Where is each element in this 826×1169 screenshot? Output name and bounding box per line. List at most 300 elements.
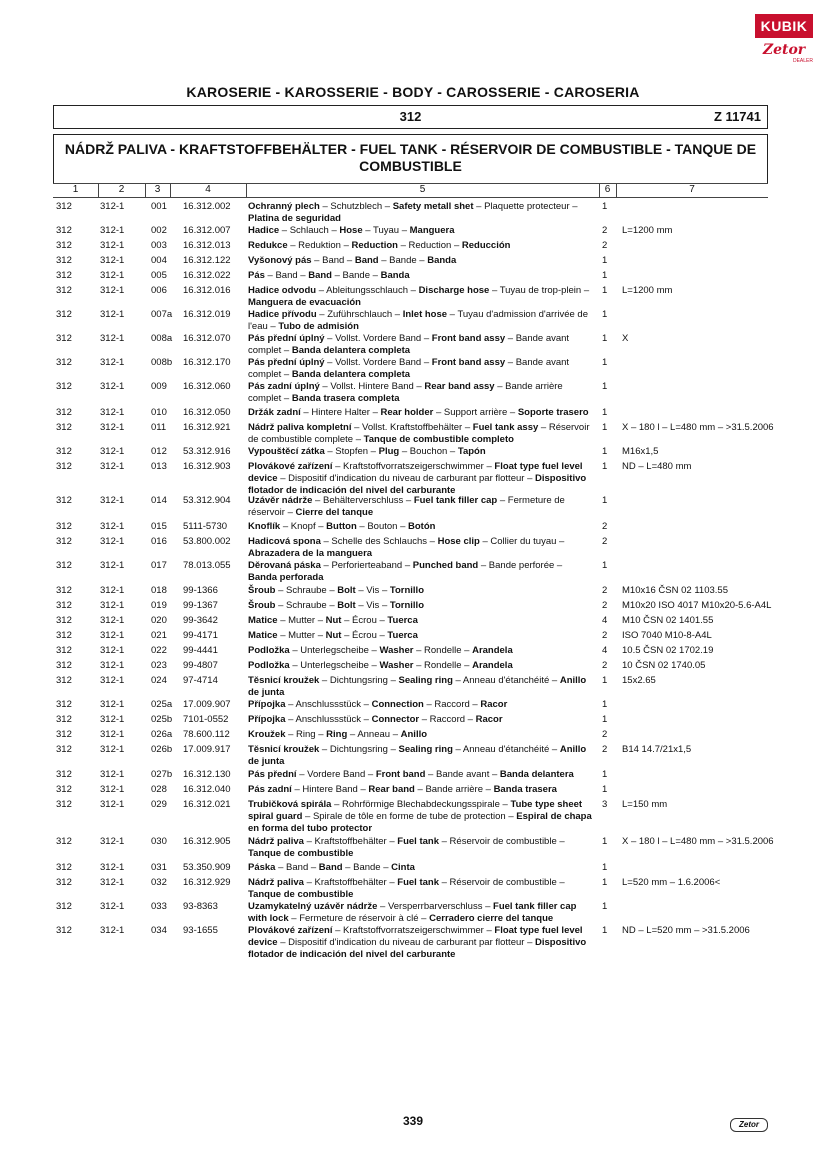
cell-c7: M16x1,5 (622, 446, 659, 457)
desc-de: Versperrbarverschluss (387, 901, 483, 912)
cell-c6: 1 (602, 836, 608, 847)
table-row (0, 925, 826, 960)
cell-c4: 16.312.007 (183, 225, 231, 236)
desc-es: Anillo (400, 729, 428, 740)
cell-description: Kroužek – Ring – Ring – Anneau – Anillo (248, 729, 428, 740)
desc-fr: Anneau d'étanchéité (462, 744, 550, 755)
cell-c3: 004 (151, 255, 167, 266)
desc-es: Cerradero cierre del tanque (429, 913, 554, 924)
cell-c2: 312-1 (100, 255, 125, 266)
cell-c6: 1 (602, 877, 608, 888)
desc-cz: Šroub (248, 600, 276, 611)
cell-c1: 312 (56, 799, 72, 810)
desc-fr: Écrou (352, 630, 377, 641)
desc-en: Fuel tank (397, 836, 439, 847)
cell-description: Pás přední úplný – Vollst. Vordere Band – Front band assy – Bande avant complet – Banda delantera completa (248, 333, 570, 356)
desc-cz: Nádrž paliva (248, 877, 304, 888)
desc-cz: Hadice (248, 225, 280, 236)
cell-c1: 312 (56, 422, 72, 433)
desc-en: Fuel tank filler cap (413, 495, 498, 506)
column-header (53, 183, 768, 198)
cell-c3: 017 (151, 560, 167, 571)
desc-fr: Dispositif d'indication du niveau de carburant par flotteur (288, 937, 525, 948)
desc-de: Schlauch (289, 225, 329, 236)
desc-en: Fuel tank assy (472, 422, 539, 433)
desc-fr: Raccord (434, 699, 470, 710)
desc-de: Band (286, 862, 309, 873)
cell-c6: 1 (602, 333, 608, 344)
desc-fr: Bande avant complet (248, 357, 570, 380)
desc-es: Tanque de combustible (248, 848, 354, 859)
cell-c7: B14 14.7/21x1,5 (622, 744, 692, 755)
cell-c2: 312-1 (100, 446, 125, 457)
desc-en: Bolt (337, 585, 356, 596)
desc-de: Kraftstoffvorratszeigerschwimmer (343, 925, 484, 936)
cell-description: Přípojka – Anschlussstück – Connector – Raccord – Racor (248, 714, 503, 725)
kubik-logo-text: KUBIK (755, 14, 813, 38)
table-row (0, 309, 826, 333)
cell-c6: 1 (602, 285, 608, 296)
table-row (0, 333, 826, 357)
desc-es: Tanque de combustible (248, 889, 354, 900)
cell-c1: 312 (56, 729, 72, 740)
desc-de: Vollst. Kraftstoffbehälter (362, 422, 463, 433)
cell-c6: 2 (602, 521, 608, 532)
desc-en: Punched band (412, 560, 479, 571)
cell-c6: 1 (602, 270, 608, 281)
desc-fr: Bande avant (435, 769, 490, 780)
cell-c3: 033 (151, 901, 167, 912)
table-row (0, 495, 826, 521)
cell-c4: 53.350.909 (183, 862, 231, 873)
table-row (0, 255, 826, 270)
cell-c1: 312 (56, 699, 72, 710)
desc-fr: Bande avant complet (248, 333, 570, 356)
desc-es: Tuerca (387, 615, 418, 626)
cell-c7: ND – L=520 mm – >31.5.2006 (622, 925, 750, 936)
cell-description: Matice – Mutter – Nut – Écrou – Tuerca (248, 615, 418, 626)
cell-c1: 312 (56, 901, 72, 912)
desc-es: Dispositivo flotador de indicación del nivel del carburante (248, 473, 587, 496)
cell-c6: 1 (602, 675, 608, 686)
cell-c3: 019 (151, 600, 167, 611)
desc-de: Schelle des Schlauchs (331, 536, 428, 547)
desc-es: Banda delantera (499, 769, 574, 780)
cell-c6: 2 (602, 240, 608, 251)
cell-c4: 99-1367 (183, 600, 218, 611)
desc-de: Stopfen (335, 446, 369, 457)
cell-c4: 93-8363 (183, 901, 218, 912)
section-heading: KAROSERIE - KAROSSERIE - BODY - CAROSSERIE - CAROSERIA (186, 84, 640, 100)
desc-es: Tornillo (389, 600, 424, 611)
desc-cz: Přípojka (248, 699, 286, 710)
cell-description: Matice – Mutter – Nut – Écrou – Tuerca (248, 630, 418, 641)
desc-en: Nut (325, 630, 342, 641)
cell-c4: 53.800.002 (183, 536, 231, 547)
desc-fr: Anneau d'étanchéité (462, 675, 550, 686)
cell-c6: 2 (602, 600, 608, 611)
cell-c2: 312-1 (100, 836, 125, 847)
cell-c1: 312 (56, 407, 72, 418)
dealer-label: DEALER (792, 58, 813, 64)
cell-c6: 1 (602, 784, 608, 795)
cell-c2: 312-1 (100, 699, 125, 710)
cell-c3: 012 (151, 446, 167, 457)
desc-fr: Dispositif d'indication du niveau de carburant par flotteur (288, 473, 525, 484)
table-row (0, 536, 826, 560)
desc-fr: Plaquette protecteur (484, 201, 570, 212)
cell-description: Těsnicí kroužek – Dichtungsring – Sealing ring – Anneau d'étanchéité – Anillo de junta (248, 744, 587, 767)
cell-c3: 025b (151, 714, 173, 725)
table-row (0, 675, 826, 699)
desc-en: Float type fuel level device (248, 461, 583, 484)
cell-description: Pás přední úplný – Vollst. Vordere Band – Front band assy – Bande avant complet – Banda delantera completa (248, 357, 570, 380)
desc-en: Plug (378, 446, 400, 457)
desc-fr: Bouchon (409, 446, 448, 457)
desc-fr: Écrou (352, 615, 377, 626)
cell-c4: 78.600.112 (183, 729, 230, 740)
cell-c3: 016 (151, 536, 167, 547)
cell-c4: 16.312.021 (183, 799, 231, 810)
cell-c7: M10x16 ČSN 02 1103.55 (622, 585, 728, 596)
desc-en: Discharge hose (418, 285, 490, 296)
cell-c2: 312-1 (100, 201, 125, 212)
table-row (0, 729, 826, 744)
desc-de: Mutter (288, 630, 316, 641)
table-row (0, 240, 826, 255)
desc-de: Schraube (286, 600, 327, 611)
table-row (0, 407, 826, 422)
desc-cz: Redukce (248, 240, 288, 251)
cell-c1: 312 (56, 255, 72, 266)
desc-de: Unterlegscheibe (300, 645, 369, 656)
cell-c1: 312 (56, 675, 72, 686)
desc-es: Arandela (472, 645, 513, 656)
cell-c1: 312 (56, 201, 72, 212)
page-number: 339 (402, 1114, 424, 1128)
cell-c4: 99-3642 (183, 615, 218, 626)
desc-cz: Pás (248, 270, 265, 281)
desc-fr: Spirale de tôle en forme de tube de protection (312, 811, 506, 822)
table-row (0, 744, 826, 769)
cell-c6: 1 (602, 495, 608, 506)
desc-fr: Vis (366, 600, 380, 611)
cell-description: Vypouštěcí zátka – Stopfen – Plug – Bouchon – Tapón (248, 446, 486, 457)
cell-c7: L=1200 mm (622, 225, 673, 236)
desc-cz: Těsnicí kroužek (248, 744, 320, 755)
cell-description: Nádrž paliva – Kraftstoffbehälter – Fuel tank – Réservoir de combustible – Tanque de combustible (248, 836, 565, 859)
desc-de: Ring (296, 729, 316, 740)
desc-en: Front band assy (431, 357, 506, 368)
desc-fr: Bande arrière (425, 784, 483, 795)
cell-c1: 312 (56, 784, 72, 795)
table-row (0, 901, 826, 925)
cell-c6: 1 (602, 901, 608, 912)
desc-en: Safety metall shet (392, 201, 474, 212)
cell-description: Šroub – Schraube – Bolt – Vis – Tornillo (248, 585, 424, 596)
cell-c1: 312 (56, 461, 72, 472)
cell-description: Hadice přívodu – Zuführschlauch – Inlet hose – Tuyau d'admission d'arrivée de l'eau – Tubo de admisión (248, 309, 588, 332)
cell-c7: X – 180 l – L=480 mm – >31.5.2006 (622, 836, 774, 847)
desc-de: Kraftstoffbehälter (314, 877, 387, 888)
cell-c3: 007a (151, 309, 173, 320)
cell-c3: 008b (151, 357, 173, 368)
table-row (0, 660, 826, 675)
desc-de: Knopf (290, 521, 316, 532)
cell-c2: 312-1 (100, 357, 125, 368)
cell-c6: 1 (602, 461, 608, 472)
desc-cz: Pás přední (248, 769, 297, 780)
cell-c3: 006 (151, 285, 167, 296)
cell-c7: X – 180 l – L=480 mm – >31.5.2006 (622, 422, 774, 433)
desc-es: Reducción (461, 240, 511, 251)
cell-c1: 312 (56, 660, 72, 671)
desc-es: Tuerca (387, 630, 418, 641)
cell-c6: 1 (602, 407, 608, 418)
desc-fr: Bande perforée (488, 560, 555, 571)
cell-c7: X (622, 333, 629, 344)
cell-c3: 031 (151, 862, 167, 873)
cell-c2: 312-1 (100, 536, 125, 547)
desc-en: Button (326, 521, 357, 532)
desc-fr: Bande (353, 862, 381, 873)
col-7-header: 7 (689, 184, 695, 195)
cell-c3: 032 (151, 877, 167, 888)
cell-description: Přípojka – Anschlussstück – Connection – Raccord – Racor (248, 699, 508, 710)
cell-description: Vyšonový pás – Band – Band – Bande – Banda (248, 255, 457, 266)
cell-c3: 014 (151, 495, 167, 506)
cell-c7: ND – L=480 mm (622, 461, 692, 472)
cell-c4: 16.312.122 (183, 255, 231, 266)
desc-cz: Držák zadní (248, 407, 301, 418)
desc-de: Schraube (286, 585, 327, 596)
cell-c1: 312 (56, 925, 72, 936)
desc-en: Front band assy (431, 333, 506, 344)
desc-cz: Matice (248, 615, 278, 626)
table-row (0, 630, 826, 645)
cell-c7: 15x2.65 (622, 675, 656, 686)
desc-es: Tapón (457, 446, 486, 457)
cell-c2: 312-1 (100, 675, 125, 686)
cell-c3: 034 (151, 925, 167, 936)
desc-de: Hintere Band (302, 784, 358, 795)
table-row (0, 270, 826, 285)
cell-description: Trubičková spirála – Rohrförmige Blechabdeckungsspirale – Tube type sheet spiral guard – Spirale de tôle en forme de tube de protection – Espiral de chapa en forma del tubo protector (248, 799, 592, 834)
cell-c6: 1 (602, 714, 608, 725)
desc-fr: Rondelle (424, 645, 462, 656)
table-row (0, 784, 826, 799)
desc-cz: Kroužek (248, 729, 286, 740)
cell-c4: 99-4441 (183, 645, 218, 656)
cell-description: Knoflík – Knopf – Button – Bouton – Botón (248, 521, 436, 532)
cell-c3: 011 (151, 422, 167, 433)
desc-en: Front band (375, 769, 426, 780)
cell-c7: ISO 7040 M10-8-A4L (622, 630, 712, 641)
desc-de: Vollst. Vordere Band (335, 333, 422, 344)
cell-c2: 312-1 (100, 381, 125, 392)
cell-c6: 1 (602, 699, 608, 710)
desc-de: Vordere Band (307, 769, 366, 780)
cell-c7: L=1200 mm (622, 285, 673, 296)
cell-c6: 1 (602, 309, 608, 320)
table-row (0, 560, 826, 585)
desc-cz: Trubičková spirála (248, 799, 332, 810)
desc-es: Tornillo (389, 585, 424, 596)
cell-description: Uzávěr nádrže – Behälterverschluss – Fuel tank filler cap – Fermeture de réservoir – Cierre del tanque (248, 495, 565, 518)
cell-c4: 7101-0552 (183, 714, 229, 725)
table-row (0, 799, 826, 836)
desc-cz: Pás přední úplný (248, 333, 325, 344)
parts-table (0, 201, 826, 960)
desc-en: Fuel tank (397, 877, 439, 888)
table-row (0, 615, 826, 630)
desc-fr: Bande (342, 270, 371, 281)
desc-en: Washer (379, 645, 414, 656)
table-row (0, 600, 826, 615)
cell-c6: 2 (602, 585, 608, 596)
cell-c2: 312-1 (100, 615, 125, 626)
desc-fr: Collier du tuyau (490, 536, 557, 547)
cell-c1: 312 (56, 769, 72, 780)
desc-en: Connection (371, 699, 424, 710)
footer-zetor-logo: Zetor (730, 1118, 768, 1132)
cell-c7: L=520 mm – 1.6.2006< (622, 877, 721, 888)
desc-cz: Přípojka (248, 714, 286, 725)
desc-en: Hose (339, 225, 363, 236)
cell-c1: 312 (56, 615, 72, 626)
cell-c2: 312-1 (100, 925, 125, 936)
cell-c6: 2 (602, 729, 608, 740)
desc-fr: Réservoir de combustible (449, 877, 557, 888)
cell-c1: 312 (56, 600, 72, 611)
desc-cz: Pás přední úplný (248, 357, 325, 368)
cell-c7: 10 ČSN 02 1740.05 (622, 660, 706, 671)
cell-c3: 023 (151, 660, 167, 671)
cell-c4: 99-4171 (183, 630, 218, 641)
cell-c2: 312-1 (100, 630, 125, 641)
cell-description: Děrovaná páska – Perforierteaband – Punched band – Bande perforée – Banda perforada (248, 560, 563, 583)
cell-c2: 312-1 (100, 744, 125, 755)
cell-c3: 021 (151, 630, 167, 641)
col-2-header: 2 (118, 184, 125, 195)
desc-de: Perforierteaband (331, 560, 403, 571)
cell-c2: 312-1 (100, 225, 125, 236)
cell-c4: 17.009.917 (183, 744, 231, 755)
desc-cz: Vyšonový pás (248, 255, 312, 266)
desc-fr: Fermeture de réservoir à clé (299, 913, 419, 924)
cell-c3: 001 (151, 201, 167, 212)
desc-fr: Réservoir de combustible (449, 836, 557, 847)
desc-es: Banda delantera completa (291, 345, 411, 356)
cell-c6: 1 (602, 357, 608, 368)
desc-cz: Šroub (248, 585, 276, 596)
cell-c3: 020 (151, 615, 167, 626)
desc-en: Rear holder (380, 407, 434, 418)
desc-en: Hose clip (437, 536, 480, 547)
cell-c3: 022 (151, 645, 167, 656)
desc-cz: Matice (248, 630, 278, 641)
desc-cz: Nádrž paliva kompletní (248, 422, 352, 433)
desc-cz: Uzamykatelný uzávěr nádrže (248, 901, 378, 912)
cell-c6: 2 (602, 744, 608, 755)
table-row (0, 285, 826, 309)
cell-c4: 16.312.905 (183, 836, 231, 847)
cell-c4: 16.312.130 (183, 769, 231, 780)
desc-en: Rear band (368, 784, 415, 795)
cell-c1: 312 (56, 240, 72, 251)
desc-de: Ableitungsschlauch (326, 285, 408, 296)
cell-c1: 312 (56, 630, 72, 641)
desc-cz: Těsnicí kroužek (248, 675, 320, 686)
desc-es: Racor (480, 699, 508, 710)
cell-c3: 002 (151, 225, 167, 236)
cell-description: Pás zadní – Hintere Band – Rear band – Bande arrière – Banda trasera (248, 784, 557, 795)
cell-c1: 312 (56, 381, 72, 392)
cell-c3: 003 (151, 240, 167, 251)
desc-es: Banda (380, 270, 410, 281)
cell-c7: M10 ČSN 02 1401.55 (622, 615, 714, 626)
zetor-logo-text: Zetor (762, 42, 806, 58)
desc-fr: Raccord (429, 714, 466, 725)
desc-es: Banda trasera completa (291, 393, 400, 404)
cell-c4: 99-4807 (183, 660, 218, 671)
cell-c3: 027b (151, 769, 173, 780)
cell-description: Nádrž paliva – Kraftstoffbehälter – Fuel tank – Réservoir de combustible – Tanque de combustible (248, 877, 565, 900)
cell-c1: 312 (56, 862, 72, 873)
cell-c6: 4 (602, 645, 608, 656)
cell-c2: 312-1 (100, 240, 125, 251)
cell-c2: 312-1 (100, 560, 125, 571)
desc-fr: Tuyau d'admission d'arrivée de l'eau (248, 309, 588, 332)
table-row (0, 699, 826, 714)
desc-es: Banda perforada (248, 572, 324, 583)
cell-c1: 312 (56, 536, 72, 547)
desc-de: Vollst. Vordere Band (335, 357, 422, 368)
cell-c2: 312-1 (100, 729, 125, 740)
cell-c3: 015 (151, 521, 167, 532)
cell-c2: 312-1 (100, 645, 125, 656)
desc-cz: Knoflík (248, 521, 281, 532)
cell-c2: 312-1 (100, 285, 125, 296)
desc-cz: Podložka (248, 660, 290, 671)
desc-es: Arandela (472, 660, 513, 671)
desc-en: Rear band assy (424, 381, 495, 392)
table-row (0, 714, 826, 729)
desc-de: Unterlegscheibe (300, 660, 369, 671)
cell-description: Podložka – Unterlegscheibe – Washer – Rondelle – Arandela (248, 645, 513, 656)
cell-description: Plovákové zařízení – Kraftstoffvorratszeigerschwimmer – Float type fuel level device – Dispositif d'indication du niveau de carburant par flotteur – Dispositivo flotador de indicación del nivel del carburante (248, 925, 587, 960)
cell-c2: 312-1 (100, 769, 125, 780)
desc-es: Anillo de junta (248, 744, 587, 767)
cell-c1: 312 (56, 333, 72, 344)
cell-description: Plovákové zařízení – Kraftstoffvorratszeigerschwimmer – Float type fuel level device – Dispositif d'indication du niveau de carburant par flotteur – Dispositivo flotador de indicación del nivel del carburante (248, 461, 587, 496)
desc-de: Anschlussstück (295, 714, 362, 725)
cell-c3: 024 (151, 675, 167, 686)
desc-en: Reduction (351, 240, 398, 251)
cell-c3: 030 (151, 836, 167, 847)
desc-en: Tube type sheet spiral guard (248, 799, 583, 822)
desc-en: Band (318, 862, 343, 873)
desc-de: Reduktion (298, 240, 341, 251)
desc-cz: Děrovaná páska (248, 560, 321, 571)
table-row (0, 645, 826, 660)
desc-cz: Plovákové zařízení (248, 925, 333, 936)
desc-de: Hintere Halter (311, 407, 370, 418)
cell-c1: 312 (56, 744, 72, 755)
cell-c4: 53.312.916 (183, 446, 231, 457)
desc-cz: Hadicová spona (248, 536, 321, 547)
table-row (0, 769, 826, 784)
